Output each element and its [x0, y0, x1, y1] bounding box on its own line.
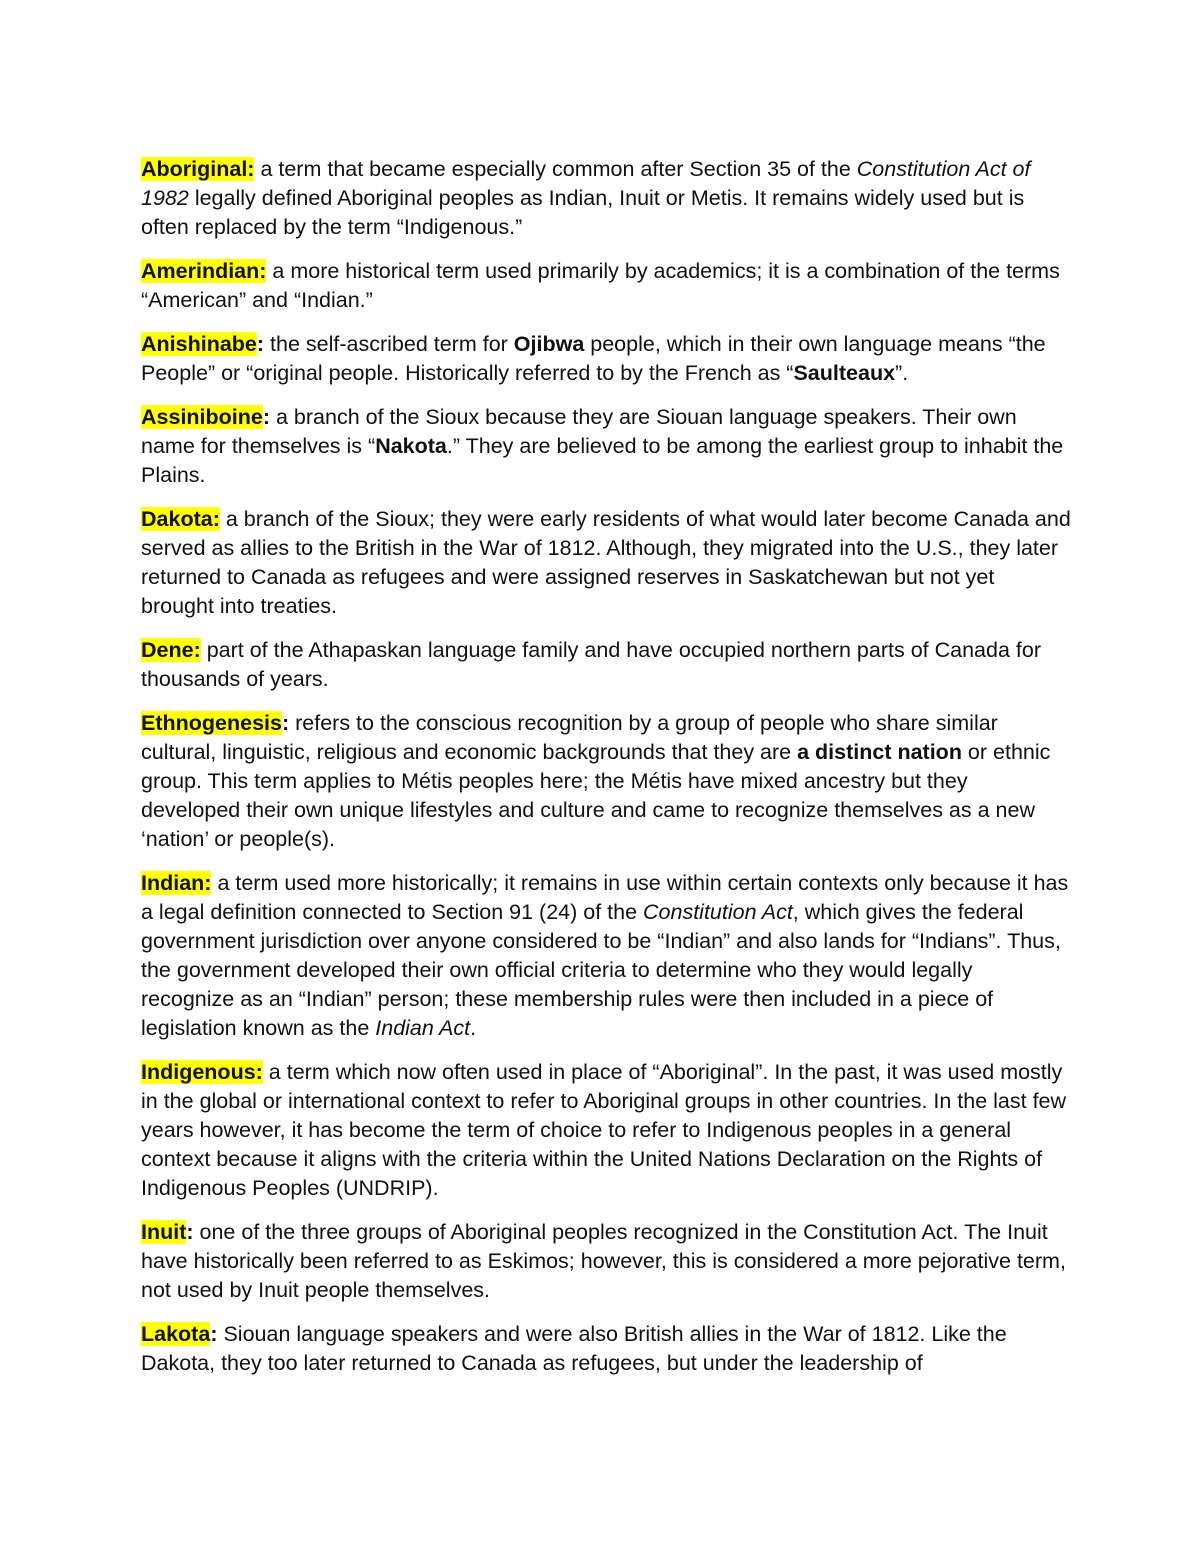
- glossary-entry: [141, 869, 1071, 1043]
- glossary-entry: [141, 1320, 1071, 1378]
- definition-text: , which gives the federal government jurisdiction over anyone considered to be “Indian” and also lands for “Indians”. Thus, the government developed their own official criteria to determine who they would legally recognize as an “Indian” person; these membership rules were then included in a piece of legislation known as the: [141, 900, 1061, 1040]
- definition-text: part of the Athapaskan language family and have occupied northern parts of Canada for thousands of years.: [141, 638, 1041, 691]
- glossary-term: Anishinabe: [141, 332, 257, 356]
- term-punctuation: :: [262, 405, 271, 429]
- italic-text: Indian Act: [375, 1016, 471, 1040]
- glossary-term: Indigenous:: [141, 1060, 263, 1084]
- definition-text: refers to the conscious recognition by a group of people who share similar cultural, linguistic, religious and economic backgrounds that they are: [141, 711, 998, 764]
- term-punctuation: :: [210, 1322, 218, 1346]
- definition-text: a term that became especially common after Section 35 of the: [254, 157, 857, 181]
- glossary-term: Dene:: [141, 638, 201, 662]
- definition-text: or ethnic group. This term applies to Métis peoples here; the Métis have mixed ancestry but they developed their own unique lifestyles and culture and came to recognize themselves as a new ‘nation’ or people(s).: [141, 740, 1051, 851]
- definition-text: one of the three groups of Aboriginal peoples recognized in the Constitution Act. The Inuit have historically been referred to as Eskimos; however, this is considered a more pejorative term, not used by Inuit people themselves.: [141, 1220, 1066, 1302]
- glossary-entry: [141, 257, 1071, 315]
- glossary-term: Indian:: [141, 871, 212, 895]
- glossary-entry: [141, 1218, 1071, 1305]
- glossary-entry: [141, 636, 1071, 694]
- definition-text: ”.: [895, 361, 909, 385]
- bold-text: Nakota: [375, 434, 447, 458]
- bold-text: a distinct nation: [797, 740, 962, 764]
- term-punctuation: :: [256, 332, 265, 356]
- glossary-entry: [141, 1058, 1071, 1203]
- glossary-entry: [141, 330, 1071, 388]
- term-punctuation: :: [186, 1220, 194, 1244]
- bold-text: Saulteaux: [793, 361, 896, 385]
- italic-text: Constitution Act: [643, 900, 793, 924]
- glossary-term: Dakota:: [141, 507, 220, 531]
- glossary-term: Assiniboine: [141, 405, 263, 429]
- glossary-term: Lakota: [141, 1322, 211, 1346]
- definition-text: a more historical term used primarily by academics; it is a combination of the terms “American” and “Indian.”: [141, 259, 1060, 312]
- definition-text: a branch of the Sioux; they were early residents of what would later become Canada and served as allies to the British in the War of 1812. Although, they migrated into the U.S., they later returned to Canada as refugees and were assigned reserves in Saskatchewan but not yet brought into treaties.: [141, 507, 1071, 618]
- glossary-term: Amerindian:: [141, 259, 267, 283]
- glossary-page: [141, 155, 1071, 1393]
- glossary-entry: [141, 709, 1071, 854]
- definition-text: the self-ascribed term for: [264, 332, 514, 356]
- definition-text: a term which now often used in place of “Aboriginal”. In the past, it was used mostly in the global or international context to refer to Aboriginal groups in other countries. In the last few years however, it has become the term of choice to refer to Indigenous peoples in a general context because it aligns with the criteria within the United Nations Declaration on the Rights of Indigenous Peoples (UNDRIP).: [141, 1060, 1067, 1200]
- glossary-term: Aboriginal:: [141, 157, 255, 181]
- glossary-entry: [141, 403, 1071, 490]
- italic-text: Constitution Act of 1982: [141, 157, 1031, 210]
- definition-text: .” They are believed to be among the earliest group to inhabit the Plains.: [141, 434, 1064, 487]
- definition-text: a branch of the Sioux because they are Siouan language speakers. Their own name for themselves is “: [141, 405, 1017, 458]
- bold-text: Ojibwa: [513, 332, 585, 356]
- definition-text: legally defined Aboriginal peoples as Indian, Inuit or Metis. It remains widely used but is often replaced by the term “Indigenous.”: [141, 186, 1025, 239]
- glossary-entry: [141, 505, 1071, 621]
- definition-text: Siouan language speakers and were also British allies in the War of 1812. Like the Dakota, they too later returned to Canada as refugees, but under the leadership of: [141, 1322, 1007, 1375]
- glossary-entry: [141, 155, 1071, 242]
- term-punctuation: :: [281, 711, 290, 735]
- definition-text: people, which in their own language means “the People” or “original people. Historically referred to by the French as “: [141, 332, 1046, 385]
- glossary-term: Inuit: [141, 1220, 187, 1244]
- glossary-term: Ethnogenesis: [141, 711, 282, 735]
- definition-text: .: [470, 1016, 477, 1040]
- definition-text: a term used more historically; it remains in use within certain contexts only because it has a legal definition connected to Section 91 (24) of the: [141, 871, 1069, 924]
